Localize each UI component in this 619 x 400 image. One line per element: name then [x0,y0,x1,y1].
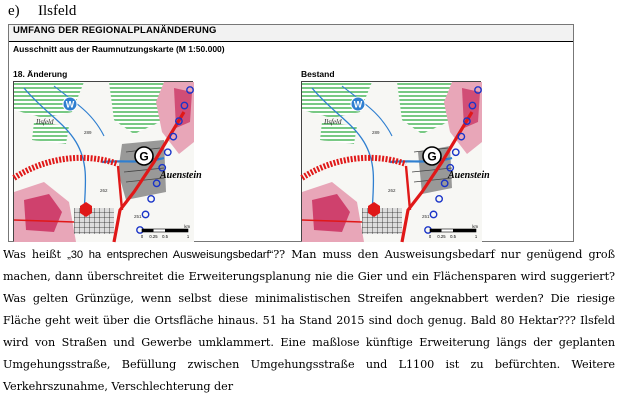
w-symbol-label: W [65,99,75,110]
body-paragraph [3,244,615,398]
map-label-change: 18. Änderung [13,69,68,79]
spot-height: 289 [84,130,92,135]
w-symbol-label: W [353,99,363,110]
figure-subtitle: Ausschnitt aus der Raumnutzungskarte (M 1:50.000) [13,44,225,54]
map-change [13,81,202,241]
map-label-existing: Bestand [301,69,335,79]
scale-tick-label: 1 [186,234,190,239]
scale-unit: km [472,224,478,229]
plan-figure [8,24,574,242]
scale-tick-label: 0 [428,234,432,239]
g-symbol-label: G [139,149,149,164]
section-heading [8,0,76,22]
g-symbol-label: G [427,149,437,164]
town-name: Auenstein [448,170,490,181]
scale-tick-label: 0.25 [149,234,158,239]
scale-tick-label: 0.25 [437,234,446,239]
map-existing [301,81,490,241]
figure-title: UMFANG DER REGIONALPLANÄNDERUNG [9,25,573,42]
scale-unit: km [184,224,190,229]
spot-height: 262 [388,188,396,193]
town-name: Auenstein [160,170,202,181]
body-text-rest: ?? Man muss den Ausweisungsbedarf nur genügend groß machen, dann überschreitet die Erweiterungsplanung nie die Gier und ein Flächensparen wird suggeriert? Was gelten Grünzüge, wenn selbst diese minimalistischen Streifen angeknabbert werden? Die riesige Fläche geht weit über die Ortsfläche hinaus. 51 ha Stand 2015 sind doch genug. Bald 80 Hektar??? Ilsfeld wird von Straßen und Gewerbe umklammert. Eine maßlose künftige Erweiterung längs der geplanten Umgehungsstraße, Befüllung zwischen Umgehungsstraße und L1100 ist zu befürchten. Weitere Verkehrszunahme, Verschlechterung der [3,248,616,393]
spot-height: 289 [372,130,380,135]
spot-height: 251 [134,214,142,219]
spot-height: 262 [100,188,108,193]
place-name: Ilsfeld [36,118,54,126]
scale-tick-label: 0.5 [450,234,456,239]
body-text-start: Was heißt [3,248,68,261]
section-title: Ilsfeld [38,3,77,19]
spot-height: 251 [422,214,430,219]
body-quote: „30 ha entsprechen Ausweisungsbedarf“ [67,249,274,261]
scale-tick-label: 1 [474,234,478,239]
section-number: e) [8,3,20,19]
place-name: Ilsfeld [324,118,342,126]
scale-tick-label: 0.5 [162,234,168,239]
scale-tick-label: 0 [140,234,144,239]
